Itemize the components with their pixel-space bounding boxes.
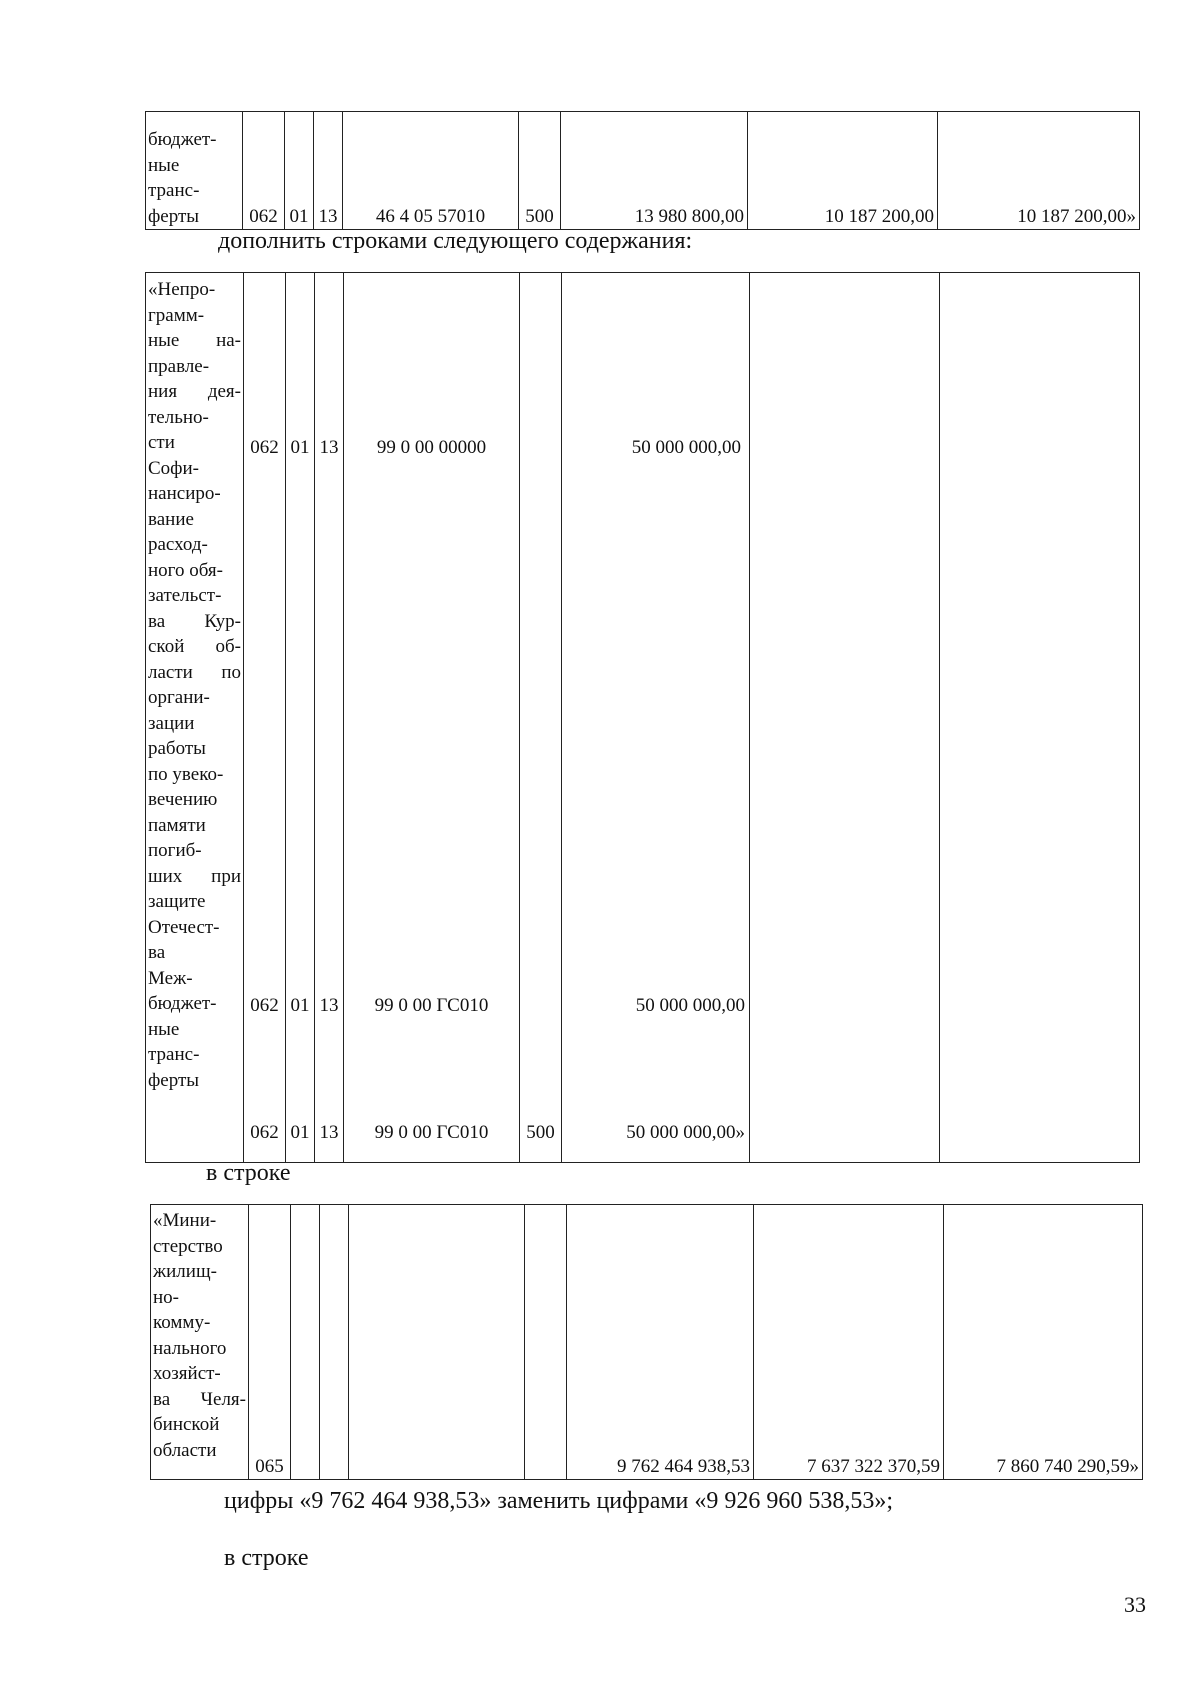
section-cell [291,1205,320,1480]
name-line: зательст- [148,585,222,606]
amount-row-1: 50 000 000,00 [631,437,741,458]
name-line: ния дея- [148,381,241,402]
section-row-3: 01 [290,1122,310,1143]
name-line: ва Кур- [148,610,241,632]
section-cell: 01 [285,112,314,230]
amount-row-2: 50 000 000,00 [635,995,745,1016]
name-line: ской об- [148,636,241,657]
amount-year2-cell: 7 637 322 370,59 [754,1205,944,1480]
admin-code-row-1: 062 [250,437,279,458]
name-line: нального [153,1337,227,1359]
name-line: вечению [148,789,218,810]
name-line: ные на- [148,330,241,351]
name-line: работы [148,738,206,759]
instruction-in-row: в строке [206,1160,291,1186]
row-name-cell [151,1205,249,1480]
expense-kind-cell [520,273,562,1163]
target-article-cell [349,1205,525,1480]
name-line: ва [148,942,166,963]
name-line: органи- [148,687,210,708]
name-line: тельно- [148,406,209,428]
admin-code-row-2: 062 [250,995,279,1016]
section-row-1: 01 [290,437,310,458]
subsection-row-3: 13 [319,1122,339,1143]
target-article-cell [344,273,520,1163]
expense-kind-cell: 500 [519,112,561,230]
amount-row-3: 50 000 000,00» [626,1122,745,1143]
expense-kind-cell [525,1205,567,1480]
subsection-row-1: 13 [319,437,339,458]
page-number: 33 [1124,1592,1146,1617]
name-line: по увеко- [148,763,224,785]
name-line: ные [148,154,180,176]
name-line: бюджет- [148,993,217,1014]
name-line: вание [148,508,194,530]
name-line: хозяйст- [153,1363,221,1384]
section-cell [286,273,315,1163]
name-line: транс- [148,1044,200,1065]
budget-table-2 [145,272,1140,1163]
name-line: нансиро- [148,483,221,504]
target-row-2: 99 0 00 ГС010 [374,995,489,1016]
section-row-2: 01 [290,995,310,1016]
kind-row-3: 500 [526,1122,555,1143]
name-line: транс- [148,180,200,201]
row-name-cell [146,273,244,1163]
name-line: зации [148,712,195,734]
instruction-add-rows: дополнить строками следующего содержания: [218,228,693,254]
name-line: расход- [148,534,208,555]
name-line: грамм- [148,304,205,326]
target-row-1: 99 0 00 00000 [376,437,487,458]
name-line: бюджет- [148,129,217,150]
name-line: защите [148,891,206,912]
target-row-3: 99 0 00 ГС010 [374,1122,489,1143]
amount-year3-cell [940,273,1140,1163]
amount-year2-cell: 10 187 200,00 [748,112,938,230]
instruction-replace-figures: цифры «9 762 464 938,53» заменить цифрами «9 926 960 538,53»; [224,1488,894,1514]
name-line: «Мини- [153,1210,217,1231]
name-line: Отечест- [148,916,220,938]
subsection-cell [315,273,344,1163]
admin-code-cell: 065 [249,1205,291,1480]
name-line: но- [153,1286,179,1308]
name-line: комму- [153,1312,211,1333]
subsection-cell: 13 [314,112,343,230]
budget-table-3 [150,1204,1143,1480]
name-line: сти [148,432,175,453]
name-line: ших при [148,865,241,887]
name-line: стерство [153,1235,223,1257]
name-line: «Непро- [148,279,216,300]
budget-table-1 [145,111,1140,230]
name-line: ные [148,1018,180,1040]
name-line: правле- [148,355,210,377]
amount-year1-cell: 13 980 800,00 [561,112,748,230]
name-line: области [153,1439,217,1461]
name-line: погиб- [148,840,202,861]
admin-code-row-3: 062 [250,1122,279,1143]
amount-year2-cell [750,273,940,1163]
name-line: жилищ- [153,1261,217,1282]
name-line: ного обя- [148,559,223,581]
target-article-cell: 46 4 05 57010 [343,112,519,230]
admin-code-cell: 062 [243,112,285,230]
subsection-cell [320,1205,349,1480]
name-line: ферты [148,205,200,227]
amount-year1-cell [562,273,750,1163]
name-line: памяти [148,814,206,836]
name-line: Софи- [148,457,199,479]
row-name-cell [146,112,243,230]
amount-year3-cell: 10 187 200,00» [938,112,1140,230]
name-line: ва Челя- [153,1388,246,1410]
name-line: ферты [148,1069,200,1091]
name-line: бинской [153,1414,220,1435]
amount-year3-cell: 7 860 740 290,59» [944,1205,1143,1480]
name-line: Меж- [148,967,193,989]
subsection-row-2: 13 [319,995,339,1016]
instruction-in-row-2: в строке [224,1545,309,1571]
admin-code-cell [244,273,286,1163]
name-line: ласти по [148,661,241,683]
amount-year1-cell: 9 762 464 938,53 [567,1205,754,1480]
